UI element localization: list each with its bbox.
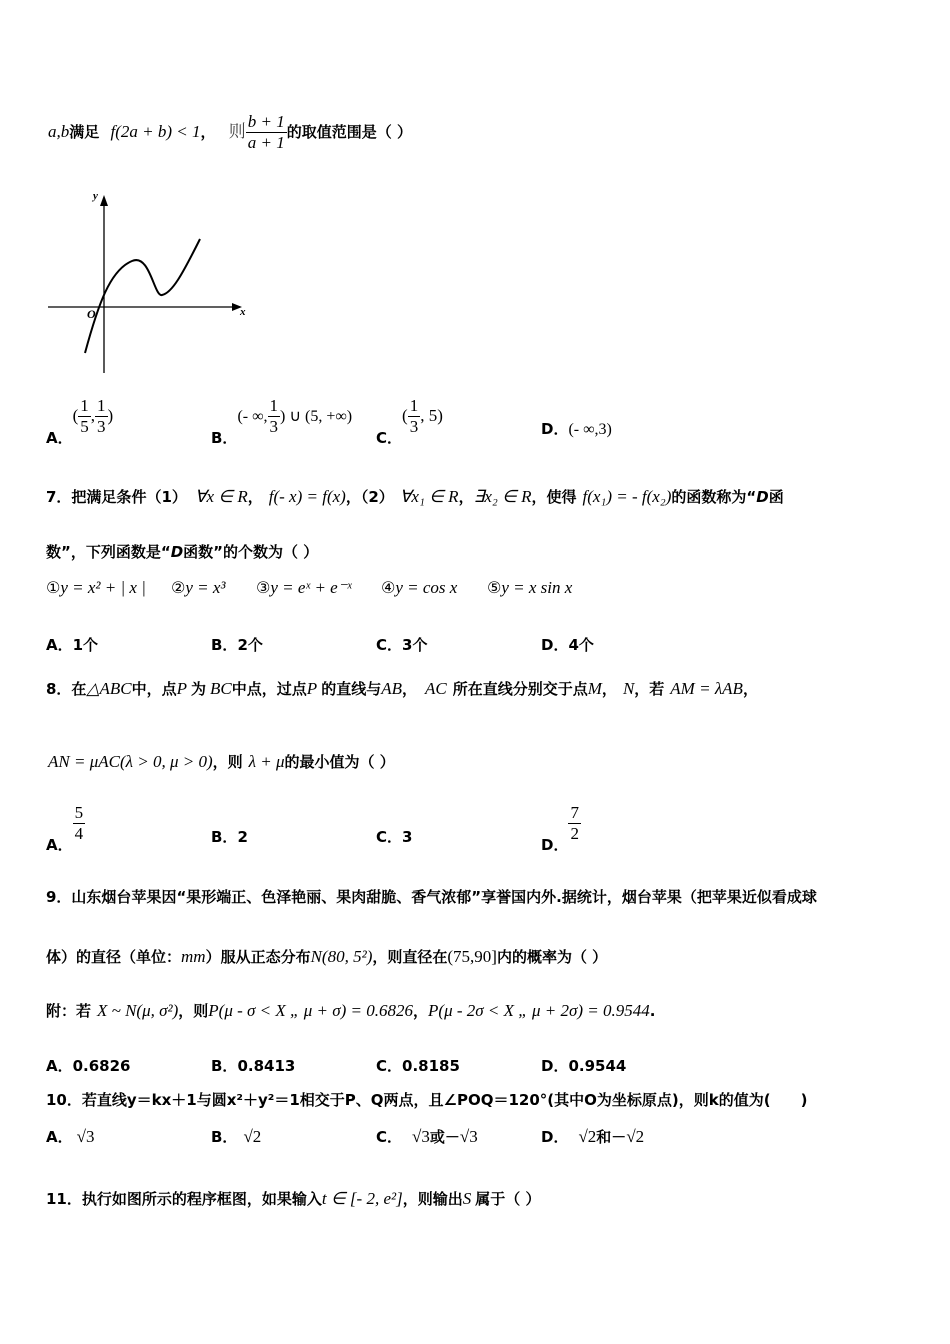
q9-option-b[interactable]: B．0.8413 <box>211 1057 296 1075</box>
q9-option-a[interactable]: A．0.6826 <box>46 1057 131 1075</box>
q10-option-b[interactable]: B． √2 <box>211 1127 262 1146</box>
q8-option-b[interactable]: B．2 <box>211 828 248 846</box>
q7-func-4: ④y = cos x <box>381 578 458 597</box>
function-graph <box>40 185 260 380</box>
q7-option-d[interactable]: D．4个 <box>541 636 594 654</box>
q6-option-a[interactable]: A．( $\frac{1}{5}$ , $\frac{1}{3}$ ) <box>46 396 114 447</box>
q7-func-2: ②y = x³ <box>171 578 226 597</box>
q8-option-c[interactable]: C．3 <box>376 828 413 846</box>
q10-stem: 10．若直线y＝kx＋1与圆x²＋y²＝1相交于P、Q两点，且∠POQ＝120°(其中O为坐标原点)，则k的值为( ) <box>46 1091 808 1109</box>
q7-stem-line1: 7．把满足条件（1） ∀x ∈ R， f(- x) = f(x)，（2） ∀x₁ ∈ R，∃x₂ ∈ R，使得 f(x₁) = - f(x₂)的函数称为“D函 <box>46 487 784 506</box>
q8-option-a[interactable]: A． $\frac{5}{4}$ <box>46 803 84 854</box>
q7-func-5: ⑤y = x sin x <box>487 578 573 597</box>
q11-stem: 11．执行如图所示的程序框图，如果输入t ∈ [- 2, e²]，则输出S 属于（ ） <box>46 1189 541 1208</box>
q10-option-c[interactable]: C． √3或－√3 <box>376 1127 478 1146</box>
q9-option-c[interactable]: C．0.8185 <box>376 1057 460 1075</box>
y-axis-label: y <box>93 190 98 202</box>
q7-option-b[interactable]: B．2个 <box>211 636 263 654</box>
q6-stem: a,b满足 f(2a + b) < 1， 则 $\frac{b + 1}{a + 1}$ 的取值范围是（ ） <box>48 112 412 152</box>
q9-stem-line2: 体）的直径（单位：mm）服从正态分布N(80, 5²)，则直径在(75,90]内的概率为（ ） <box>46 947 608 966</box>
q8-option-d[interactable]: D． $\frac{7}{2}$ <box>541 803 579 854</box>
q10-option-a[interactable]: A． √3 <box>46 1127 95 1146</box>
y-axis-arrow <box>100 195 108 206</box>
q7-stem-line2: 数”，下列函数是“D函数”的个数为（ ） <box>46 543 319 561</box>
q7-func-1: ①y = x² + | x | <box>46 578 146 597</box>
q6-fraction: $\frac{b + 1}{a + 1}$ <box>247 112 285 152</box>
q6-option-b[interactable]: B．(- ∞, $\frac{1}{3}$ ) ∪ (5, +∞) <box>211 396 353 447</box>
q6-option-d[interactable]: D．(- ∞,3) <box>541 420 612 438</box>
q9-option-d[interactable]: D．0.9544 <box>541 1057 627 1075</box>
origin-label: O <box>87 307 96 321</box>
q9-stem-line3: 附：若 X ~ N(μ, σ²)，则P(μ - σ < X „ μ + σ) = 0.6826，P(μ - 2σ < X „ μ + 2σ) = 0.9544. <box>46 1001 656 1020</box>
q8-stem-line1: 8．在△ABC中，点P 为 BC中点，过点P 的直线与AB， AC 所在直线分别交于点M， N，若 AM = λAB， <box>46 679 758 698</box>
q7-func-3: ③y = eˣ + e⁻ˣ <box>256 578 352 597</box>
q7-option-c[interactable]: C．3个 <box>376 636 428 654</box>
function-curve <box>85 239 200 353</box>
x-axis-label: x <box>240 306 246 318</box>
q10-option-d[interactable]: D． √2和－√2 <box>541 1127 645 1146</box>
q7-option-a[interactable]: A．1个 <box>46 636 99 654</box>
q8-stem-line2: AN = μAC(λ > 0, μ > 0)，则 λ + μ的最小值为（ ） <box>48 752 395 771</box>
q9-stem-line1: 9．山东烟台苹果因“果形端正、色泽艳丽、果肉甜脆、香气浓郁”享誉国内外.据统计，烟台苹果（把苹果近似看成球 <box>46 888 817 906</box>
q6-option-c[interactable]: C．( $\frac{1}{3}$ , 5) <box>376 396 443 447</box>
